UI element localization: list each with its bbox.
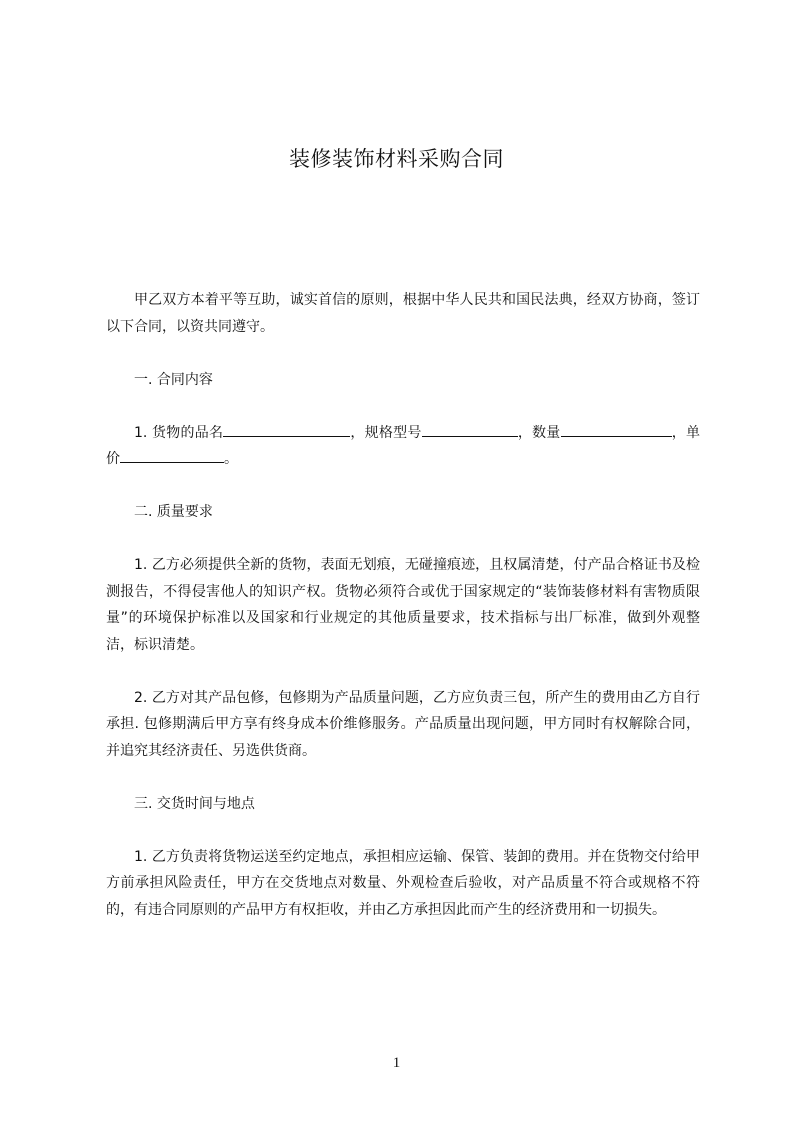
item-1-label-price: ，单价 (106, 424, 701, 467)
section-2-heading: 二. 质量要求 (134, 504, 213, 520)
section-2-item-2: 2. 乙方对其产品包修，包修期为产品质量问题，乙方应负责三包，所产生的费用由乙方自行承担. 包修期满后甲方享有终身成本价维修服务。产品质量出现问题，甲方同时有权解除合同，并追究其经济责任、另选供货商。 (106, 689, 700, 759)
quantity-blank (561, 422, 672, 437)
item-1-label-spec: ，规格型号 (350, 424, 422, 441)
name-blank (223, 422, 350, 437)
item-1-label-name: 1. 货物的品名 (134, 424, 224, 441)
intro-paragraph: 甲乙双方本着平等互助，诚实首信的原则，根据中华人民共和国民法典，经双方协商，签订以下合同，以资共同遵守。 (106, 292, 700, 335)
item-1-label-qty: ，数量 (517, 424, 561, 441)
price-blank (120, 448, 224, 463)
document-body (106, 287, 700, 950)
section-1-heading: 一. 合同内容 (134, 371, 213, 388)
page-number: 1 (392, 1055, 401, 1071)
section-3-item-1: 1. 乙方负责将货物运送至约定地点，承担相应运输、保管、装卸的费用。并在货物交付给甲方前承担风险责任，甲方在交货地点对数量、外观检查后验收，对产品质量不符合或规格不符的，有违合同原则的产品甲方有权拒收，并由乙方承担因此而产生的经济费用和一切损失。 (106, 848, 700, 918)
section-2-item-1: 1. 乙方必须提供全新的货物，表面无划痕，无碰撞痕迹，且权属清楚，付产品合格证书及检测报告，不得侵害他人的知识产权。货物必须符合或优于国家规定的“装饰装修材料有害物质限量”的环境保护标准以及国家和行业规定的其他质量要求，技术指标与出厂标准，做到外观整洁，标识清楚。 (106, 557, 700, 653)
spec-blank (422, 422, 518, 437)
document-title: 装修装饰材料采购合同 (289, 147, 504, 171)
section-1-item-1 (106, 420, 700, 473)
section-3-heading: 三. 交货时间与地点 (134, 795, 255, 812)
item-1-end: 。 (224, 451, 238, 467)
